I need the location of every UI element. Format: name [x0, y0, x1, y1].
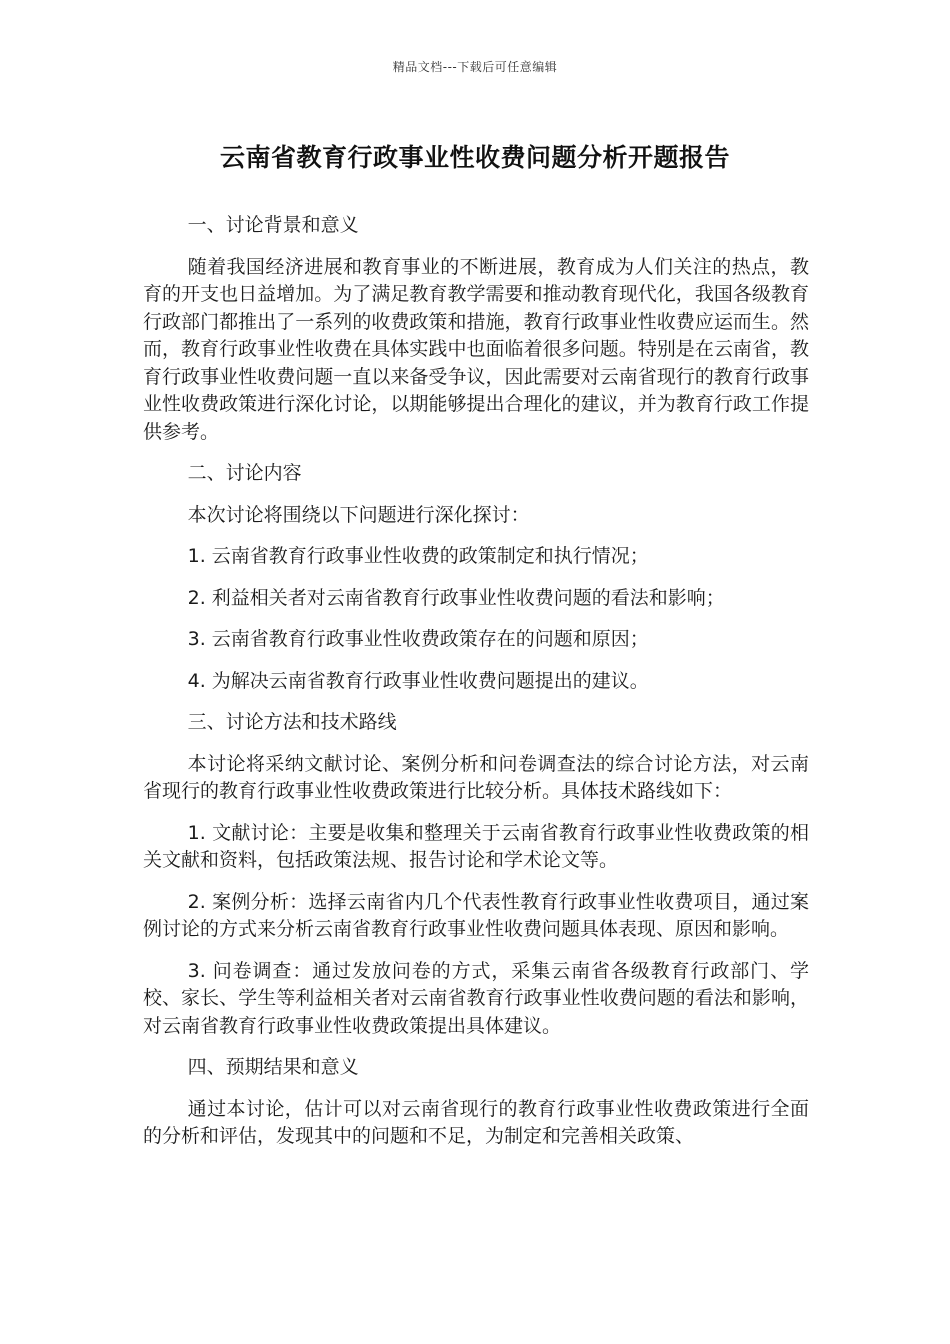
list-item-method-3: 3. 问卷调查：通过发放问卷的方式，采集云南省各级教育行政部门、学校、家长、学生等利益相关者对云南省教育行政事业性收费问题的看法和影响，对云南省教育行政事业性收费政策提出具体建议。	[143, 959, 809, 1037]
list-item-content-2: 2. 利益相关者对云南省教育行政事业性收费问题的看法和影响；	[187, 586, 725, 609]
section-heading-results: 四、预期结果和意义	[187, 1056, 359, 1078]
paragraph-content-intro: 本次讨论将围绕以下问题进行深化探讨：	[187, 503, 530, 526]
header-note: 精品文档---下载后可任意编辑	[392, 60, 558, 74]
list-item-method-2: 2. 案例分析：选择云南省内几个代表性教育行政事业性收费项目，通过案例讨论的方式来分析云南省教育行政事业性收费问题具体表现、原因和影响。	[143, 890, 809, 940]
list-item-method-1: 1. 文献讨论：主要是收集和整理关于云南省教育行政事业性收费政策的相关文献和资料，包括政策法规、报告讨论和学术论文等。	[143, 821, 809, 871]
list-item-content-3: 3. 云南省教育行政事业性收费政策存在的问题和原因；	[187, 628, 649, 650]
list-item-content-1: 1. 云南省教育行政事业性收费的政策制定和执行情况；	[187, 545, 649, 567]
section-heading-background: 一、讨论背景和意义	[187, 214, 359, 236]
list-item-content-4: 4. 为解决云南省教育行政事业性收费问题提出的建议。	[187, 669, 649, 692]
paragraph-background: 随着我国经济进展和教育事业的不断进展，教育成为人们关注的热点，教育的开支也日益增加。为了满足教育教学需要和推动教育现代化，我国各级教育行政部门都推出了一系列的收费政策和措施，教育行政事业性收费应运而生。然而，教育行政事业性收费在具体实践中也面临着很多问题。特别是在云南省，教育行政事业性收费问题一直以来备受争议，因此需要对云南省现行的教育行政事业性收费政策进行深化讨论，以期能够提出合理化的建议，并为教育行政工作提供参考。	[143, 255, 809, 443]
document-body	[143, 212, 809, 1165]
document-title: 云南省教育行政事业性收费问题分析开题报告	[219, 143, 730, 172]
section-heading-content: 二、讨论内容	[187, 462, 302, 484]
paragraph-method-intro: 本讨论将采纳文献讨论、案例分析和问卷调查法的综合讨论方法，对云南省现行的教育行政事业性收费政策进行比较分析。具体技术路线如下：	[143, 752, 809, 802]
section-heading-method: 三、讨论方法和技术路线	[187, 711, 397, 733]
paragraph-results: 通过本讨论，估计可以对云南省现行的教育行政事业性收费政策进行全面的分析和评估，发现其中的问题和不足，为制定和完善相关政策、	[143, 1097, 809, 1147]
